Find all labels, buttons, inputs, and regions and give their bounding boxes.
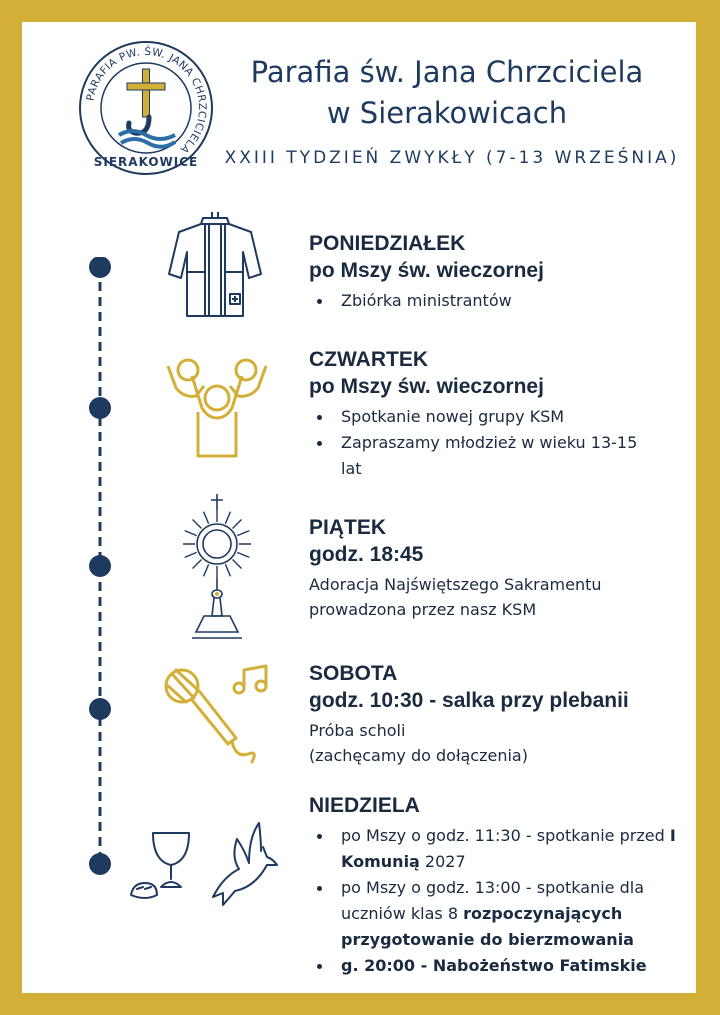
title-line-2: w Sierakowicach (326, 96, 568, 130)
timeline-dot (89, 555, 111, 577)
saturday-section (309, 660, 689, 768)
vestment-icon (165, 212, 265, 322)
time-label: godz. 10:30 - salka przy plebanii (309, 689, 629, 712)
logo-ring-text: PARAFIA PW. ŚW. JANA CHRZCICIELA (84, 45, 209, 156)
time-label: po Mszy św. wieczornej (309, 375, 544, 398)
microphone-music-icon (162, 662, 272, 772)
list-item: po Mszy o godz. 11:30 - spotkanie przed I Komunią 2027 (341, 823, 686, 875)
timeline (86, 257, 114, 877)
chalice-dove-icon (127, 817, 287, 917)
logo-town: SIERAKOWICE (93, 155, 199, 169)
monstrance-icon (172, 492, 262, 642)
friday-section (309, 514, 689, 622)
time-label: godz. 18:45 (309, 543, 424, 566)
description-line: (zachęcamy do dołączenia) (309, 746, 528, 765)
description-line: Próba scholi (309, 721, 406, 740)
timeline-dot (89, 698, 111, 720)
list-item: Zbiórka ministrantów (341, 288, 689, 314)
day-label: NIEDZIELA (309, 794, 420, 817)
timeline-dot (89, 853, 111, 875)
timeline-dot (89, 397, 111, 419)
time-label: po Mszy św. wieczornej (309, 259, 544, 282)
list-item: g. 20:00 - Nabożeństwo Fatimskie (341, 953, 686, 979)
day-label: SOBOTA (309, 662, 398, 685)
week-subtitle: XXIII TYDZIEŃ ZWYKŁY (7-13 WRZEŚNIA) (224, 148, 680, 168)
description-line: Adoracja Najświętszego Sakramentu (309, 575, 602, 594)
sunday-section (309, 792, 689, 979)
list-item: po Mszy o godz. 13:00 - spotkanie dla uczniów klas 8 rozpoczynających przygotowanie do bierzmowania (341, 875, 686, 953)
parish-logo (77, 39, 215, 177)
description-line: prowadzona przez nasz KSM (309, 600, 537, 619)
youth-group-icon (162, 352, 272, 462)
cross-icon (127, 69, 165, 117)
thursday-section (309, 346, 689, 482)
list-item: Spotkanie nowej grupy KSM (341, 404, 651, 430)
day-label: CZWARTEK (309, 348, 428, 371)
list-item: Zapraszamy młodzież w wieku 13-15 lat (341, 430, 651, 482)
title-line-1: Parafia św. Jana Chrzciciela (250, 55, 644, 89)
flyer-page (22, 22, 696, 993)
monday-section (309, 230, 689, 314)
day-label: PIĄTEK (309, 516, 387, 539)
day-label: PONIEDZIAŁEK (309, 232, 466, 255)
timeline-dot (89, 257, 111, 278)
parish-title (212, 52, 682, 134)
